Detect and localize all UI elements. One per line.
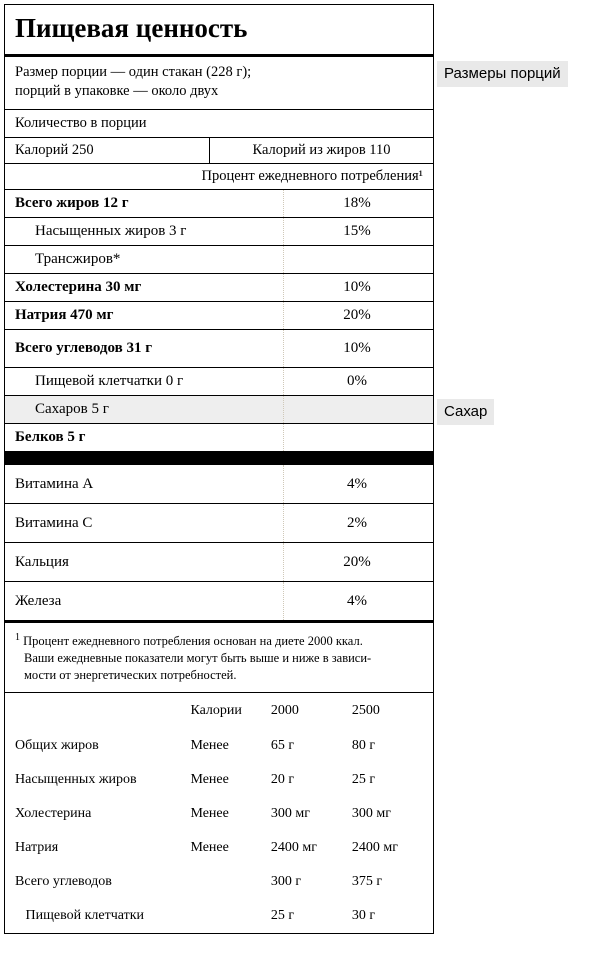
nutrient-name: Всего жиров 12 г (15, 195, 129, 211)
table-row (5, 797, 433, 831)
nutrient-row-cholesterol (5, 274, 433, 302)
header-cell-calories: Калории (190, 703, 242, 719)
serving-size-line-1: Размер порции — один стакан (228 г); (15, 64, 252, 80)
row-value-2000: 300 г (270, 874, 302, 890)
row-value-2000: 2400 мг (270, 840, 317, 856)
vitamin-name: Витамина С (15, 514, 93, 531)
footnote-marker: 1 (15, 632, 20, 643)
nutrient-name: Холестерина 30 мг (15, 279, 142, 295)
row-qualifier: Менее (190, 806, 229, 822)
serving-size-block (5, 57, 433, 110)
column-divider (283, 246, 284, 273)
nutrient-row-dietary-fiber (5, 368, 433, 396)
column-divider (283, 330, 284, 367)
row-value-2500: 375 г (351, 874, 383, 890)
row-name: Всего углеводов (15, 874, 112, 890)
vitamin-row-calcium (5, 543, 433, 582)
calories-value: Калорий 250 (5, 138, 210, 163)
vitamin-row-c (5, 504, 433, 543)
header-cell-2500: 2500 (351, 703, 380, 719)
header-cell-blank (5, 693, 190, 729)
column-divider (283, 368, 284, 395)
row-value-2000: 20 г (270, 772, 295, 788)
row-value-2500: 80 г (351, 738, 376, 754)
panel-title: Пищевая ценность (5, 5, 433, 57)
column-divider (283, 302, 284, 329)
row-qualifier: Менее (190, 840, 229, 856)
column-divider (283, 543, 284, 581)
table-row (5, 763, 433, 797)
nutrient-row-total-fat (5, 190, 433, 218)
row-name: Пищевой клетчатки (15, 908, 145, 924)
table-row (5, 865, 433, 899)
nutrient-name: Сахаров 5 г (35, 401, 109, 417)
nutrient-row-saturated-fat (5, 218, 433, 246)
footnote-line-1 (15, 629, 423, 650)
callout-sugar: Сахар (437, 399, 494, 425)
nutrient-name: Всего углеводов 31 г (15, 340, 153, 356)
nutrient-row-sodium (5, 302, 433, 330)
row-value-2500: 25 г (351, 772, 376, 788)
row-value-2000: 300 мг (270, 806, 310, 822)
header-cell-2000: 2000 (270, 703, 299, 719)
callout-serving-sizes: Размеры порций (437, 61, 568, 87)
column-divider (283, 465, 284, 503)
nutrient-name: Белков 5 г (15, 429, 86, 445)
nutrient-name: Насыщенных жиров 3 г (35, 223, 187, 239)
footnote-line-2: Ваши ежедневные показатели могут быть выше и ниже в зависи- (24, 651, 372, 666)
nutrient-name: Пищевой клетчатки 0 г (35, 373, 184, 389)
nutrient-percent: 10% (343, 279, 371, 295)
row-value-2000: 65 г (270, 738, 295, 754)
vitamin-percent: 2% (347, 514, 367, 531)
row-value-2500: 300 мг (351, 806, 391, 822)
column-divider (283, 582, 284, 620)
row-name: Холестерина (15, 806, 92, 822)
vitamin-name: Железа (15, 592, 62, 609)
vitamin-percent: 20% (343, 553, 371, 570)
vitamin-name: Витамина А (15, 475, 94, 492)
row-value-2500: 30 г (351, 908, 376, 924)
nutrient-percent (281, 424, 433, 434)
serving-size-line-2: порций в упаковке — около двух (15, 83, 219, 99)
nutrient-percent (281, 396, 433, 406)
column-divider (283, 396, 284, 423)
footnote-text-1: Процент ежедневного потребления основан на диете 2000 ккал. (23, 634, 363, 649)
nutrient-row-total-carbohydrate (5, 330, 433, 368)
row-qualifier: Менее (190, 738, 229, 754)
nutrient-percent (281, 246, 433, 256)
table-header-row (5, 693, 433, 729)
row-name: Насыщенных жиров (15, 772, 137, 788)
table-row (5, 729, 433, 763)
row-name: Натрия (15, 840, 59, 856)
table-row (5, 831, 433, 865)
section-divider-bar (5, 451, 433, 465)
row-value-2500: 2400 мг (351, 840, 398, 856)
column-divider (283, 218, 284, 245)
table-row (5, 899, 433, 933)
column-divider (283, 504, 284, 542)
nutrient-name: Трансжиров* (35, 251, 121, 267)
row-name: Общих жиров (15, 738, 99, 754)
nutrient-row-trans-fat (5, 246, 433, 274)
nutrient-row-protein (5, 424, 433, 451)
column-divider (283, 274, 284, 301)
nutrition-facts-panel (4, 4, 434, 934)
calories-from-fat: Калорий из жиров 110 (252, 142, 391, 158)
calories-row (5, 138, 433, 164)
nutrient-percent: 15% (343, 223, 371, 239)
column-divider (283, 424, 284, 451)
row-value-2000: 25 г (270, 908, 295, 924)
vitamin-percent: 4% (347, 592, 367, 609)
daily-value-header: Процент ежедневного потребления¹ (5, 164, 433, 190)
nutrient-percent: 10% (343, 340, 371, 356)
vitamin-name: Кальция (15, 553, 69, 570)
daily-values-table (5, 693, 433, 933)
vitamin-percent: 4% (347, 475, 367, 492)
column-divider (283, 190, 284, 217)
footnote-line-3: мости от энергетических потребностей. (24, 668, 237, 683)
nutrient-row-sugars (5, 396, 433, 424)
nutrient-percent: 0% (347, 373, 367, 389)
row-qualifier (190, 899, 270, 933)
row-qualifier: Менее (190, 772, 229, 788)
footnote-block (5, 623, 433, 693)
nutrient-percent: 20% (343, 307, 371, 323)
vitamin-row-iron (5, 582, 433, 623)
row-qualifier (190, 865, 270, 899)
amount-per-serving: Количество в порции (5, 110, 433, 138)
vitamin-row-a (5, 465, 433, 504)
nutrient-name: Натрия 470 мг (15, 307, 114, 323)
nutrient-percent: 18% (343, 195, 371, 211)
